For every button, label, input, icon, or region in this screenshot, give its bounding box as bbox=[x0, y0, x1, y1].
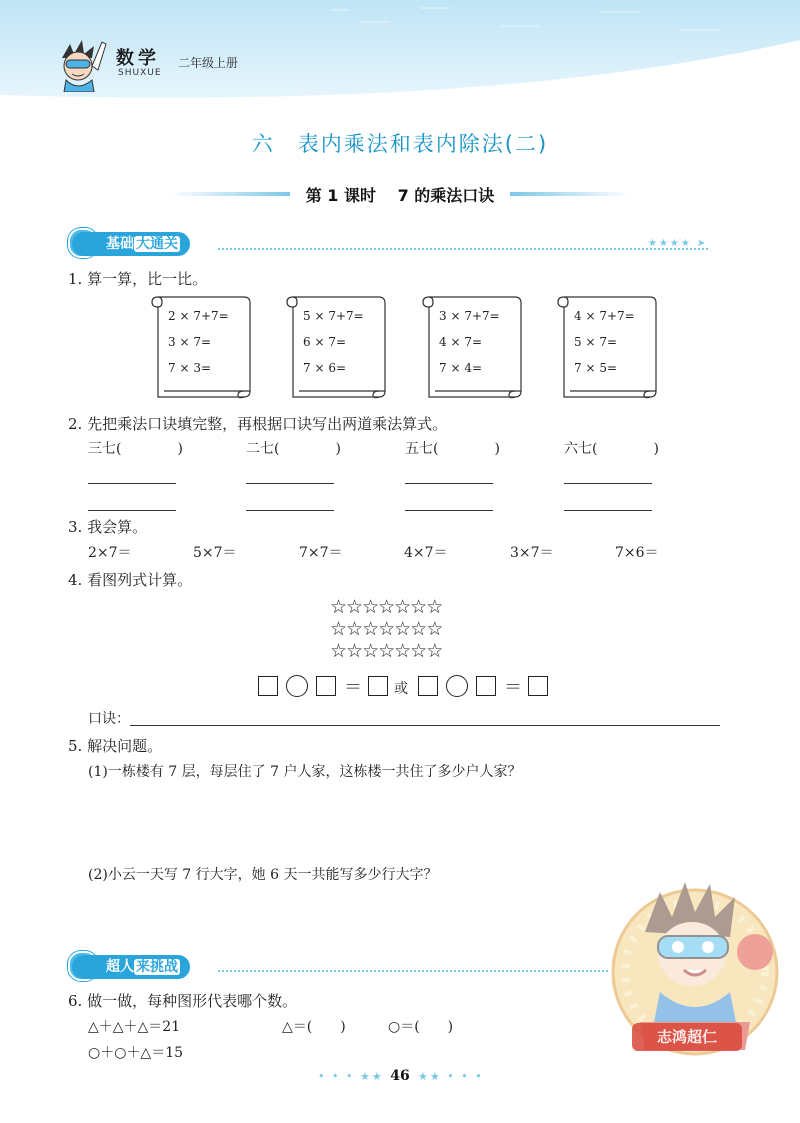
scroll-expression: 7 × 4= bbox=[439, 361, 483, 375]
page-number: 46 bbox=[390, 1068, 410, 1084]
answer-box[interactable] bbox=[418, 676, 438, 696]
header-grade: 二年级上册 bbox=[178, 56, 239, 70]
q3-item: 7×6＝ bbox=[615, 545, 659, 561]
scroll-expression: 5 × 7= bbox=[574, 335, 618, 349]
q3-item: 7×7＝ bbox=[299, 545, 343, 561]
q6-title: 6. 做一做，每种图形代表哪个数。 bbox=[68, 992, 298, 1010]
section-basic-part2: 大通关 bbox=[136, 236, 178, 252]
star-row: ☆☆☆☆☆☆☆ bbox=[330, 618, 443, 640]
header-subject: 数学 bbox=[116, 48, 160, 69]
section-challenge-part1: 超人 bbox=[106, 959, 134, 975]
problem-scroll bbox=[285, 293, 387, 399]
q2-item: 五七( ) bbox=[405, 441, 500, 457]
answer-line[interactable] bbox=[88, 483, 176, 484]
mascot-caption: 志鸿超仁 bbox=[632, 1023, 742, 1051]
equals-sign: ＝ bbox=[344, 677, 362, 698]
section-basic-part1: 基础 bbox=[106, 236, 134, 252]
header-mascot-icon bbox=[52, 36, 108, 92]
star-row: ☆☆☆☆☆☆☆ bbox=[330, 640, 443, 662]
section-basic-badge bbox=[72, 232, 190, 256]
answer-line[interactable] bbox=[564, 483, 652, 484]
q2-item: 三七( ) bbox=[88, 441, 183, 457]
header-pinyin: SHUXUE bbox=[118, 68, 162, 78]
q5-title: 5. 解决问题。 bbox=[68, 737, 163, 755]
q2-item: 二七( ) bbox=[246, 441, 341, 457]
q5-sub2: (2)小云一天写 7 行大字，她 6 天一共能写多少行大字？ bbox=[88, 867, 438, 883]
q4-title: 4. 看图列式计算。 bbox=[68, 571, 193, 589]
answer-box[interactable] bbox=[528, 676, 548, 696]
scroll-expression: 4 × 7= bbox=[439, 335, 483, 349]
or-label: 或 bbox=[394, 681, 408, 697]
scroll-expression: 7 × 6= bbox=[303, 361, 347, 375]
scroll-expression: 4 × 7+7= bbox=[574, 309, 635, 323]
answer-line[interactable] bbox=[246, 483, 334, 484]
equals-sign: ＝ bbox=[504, 677, 522, 698]
lesson-bar-right bbox=[510, 192, 630, 196]
q6-ans1: △＝( ) bbox=[282, 1019, 346, 1035]
q3-item: 5×7＝ bbox=[193, 545, 237, 561]
problem-scroll bbox=[421, 293, 523, 399]
scroll-expression: 2 × 7+7= bbox=[168, 309, 229, 323]
q3-title: 3. 我会算。 bbox=[68, 518, 148, 536]
answer-box[interactable] bbox=[258, 676, 278, 696]
q3-item: 2×7＝ bbox=[88, 545, 132, 561]
answer-line[interactable] bbox=[246, 510, 334, 511]
answer-line[interactable] bbox=[88, 510, 176, 511]
scroll-expression: 3 × 7+7= bbox=[439, 309, 500, 323]
q2-item: 六七( ) bbox=[564, 441, 659, 457]
q3-item: 3×7＝ bbox=[510, 545, 554, 561]
scroll-expression: 7 × 3= bbox=[168, 361, 212, 375]
koujue-answer-line[interactable] bbox=[130, 725, 720, 726]
operator-circle[interactable] bbox=[286, 675, 308, 697]
scroll-expression: 7 × 5= bbox=[574, 361, 618, 375]
answer-box[interactable] bbox=[476, 676, 496, 696]
answer-line[interactable] bbox=[405, 510, 493, 511]
problem-scroll bbox=[556, 293, 658, 399]
q1-title: 1. 算一算，比一比。 bbox=[68, 270, 208, 288]
section-divider bbox=[218, 970, 608, 972]
footer-stars-right-icon: ★★ • • • bbox=[418, 1070, 484, 1083]
scroll-expression: 3 × 7= bbox=[168, 335, 212, 349]
koujue-label: 口诀： bbox=[88, 711, 130, 727]
unit-title: 六 表内乘法和表内除法(二) bbox=[251, 132, 549, 156]
answer-line[interactable] bbox=[564, 510, 652, 511]
scroll-expression: 6 × 7= bbox=[303, 335, 347, 349]
answer-box[interactable] bbox=[368, 676, 388, 696]
answer-line[interactable] bbox=[405, 483, 493, 484]
section-divider bbox=[218, 248, 708, 250]
q2-title: 2. 先把乘法口诀填完整，再根据口诀写出两道乘法算式。 bbox=[68, 415, 448, 433]
section-challenge-badge bbox=[72, 955, 190, 979]
q3-item: 4×7＝ bbox=[404, 545, 448, 561]
operator-circle[interactable] bbox=[446, 675, 468, 697]
q6-eq2: ○＋○＋△＝15 bbox=[88, 1045, 184, 1061]
star-row: ☆☆☆☆☆☆☆ bbox=[330, 596, 443, 618]
lesson-title: 第 1 课时 7 的乘法口诀 bbox=[305, 186, 495, 205]
problem-scroll bbox=[150, 293, 252, 399]
q6-ans2: ○＝( ) bbox=[388, 1019, 454, 1035]
footer-stars-left-icon: • • • ★★ bbox=[318, 1070, 384, 1083]
section-stars-icon: ★★★★ ➤ bbox=[648, 238, 708, 249]
answer-box[interactable] bbox=[316, 676, 336, 696]
section-challenge-part2: 来挑战 bbox=[136, 959, 178, 975]
q5-sub1: (1)一栋楼有 7 层，每层住了 7 户人家，这栋楼一共住了多少户人家？ bbox=[88, 764, 522, 780]
scroll-expression: 5 × 7+7= bbox=[303, 309, 364, 323]
q6-eq1: △＋△＋△＝21 bbox=[88, 1019, 181, 1035]
